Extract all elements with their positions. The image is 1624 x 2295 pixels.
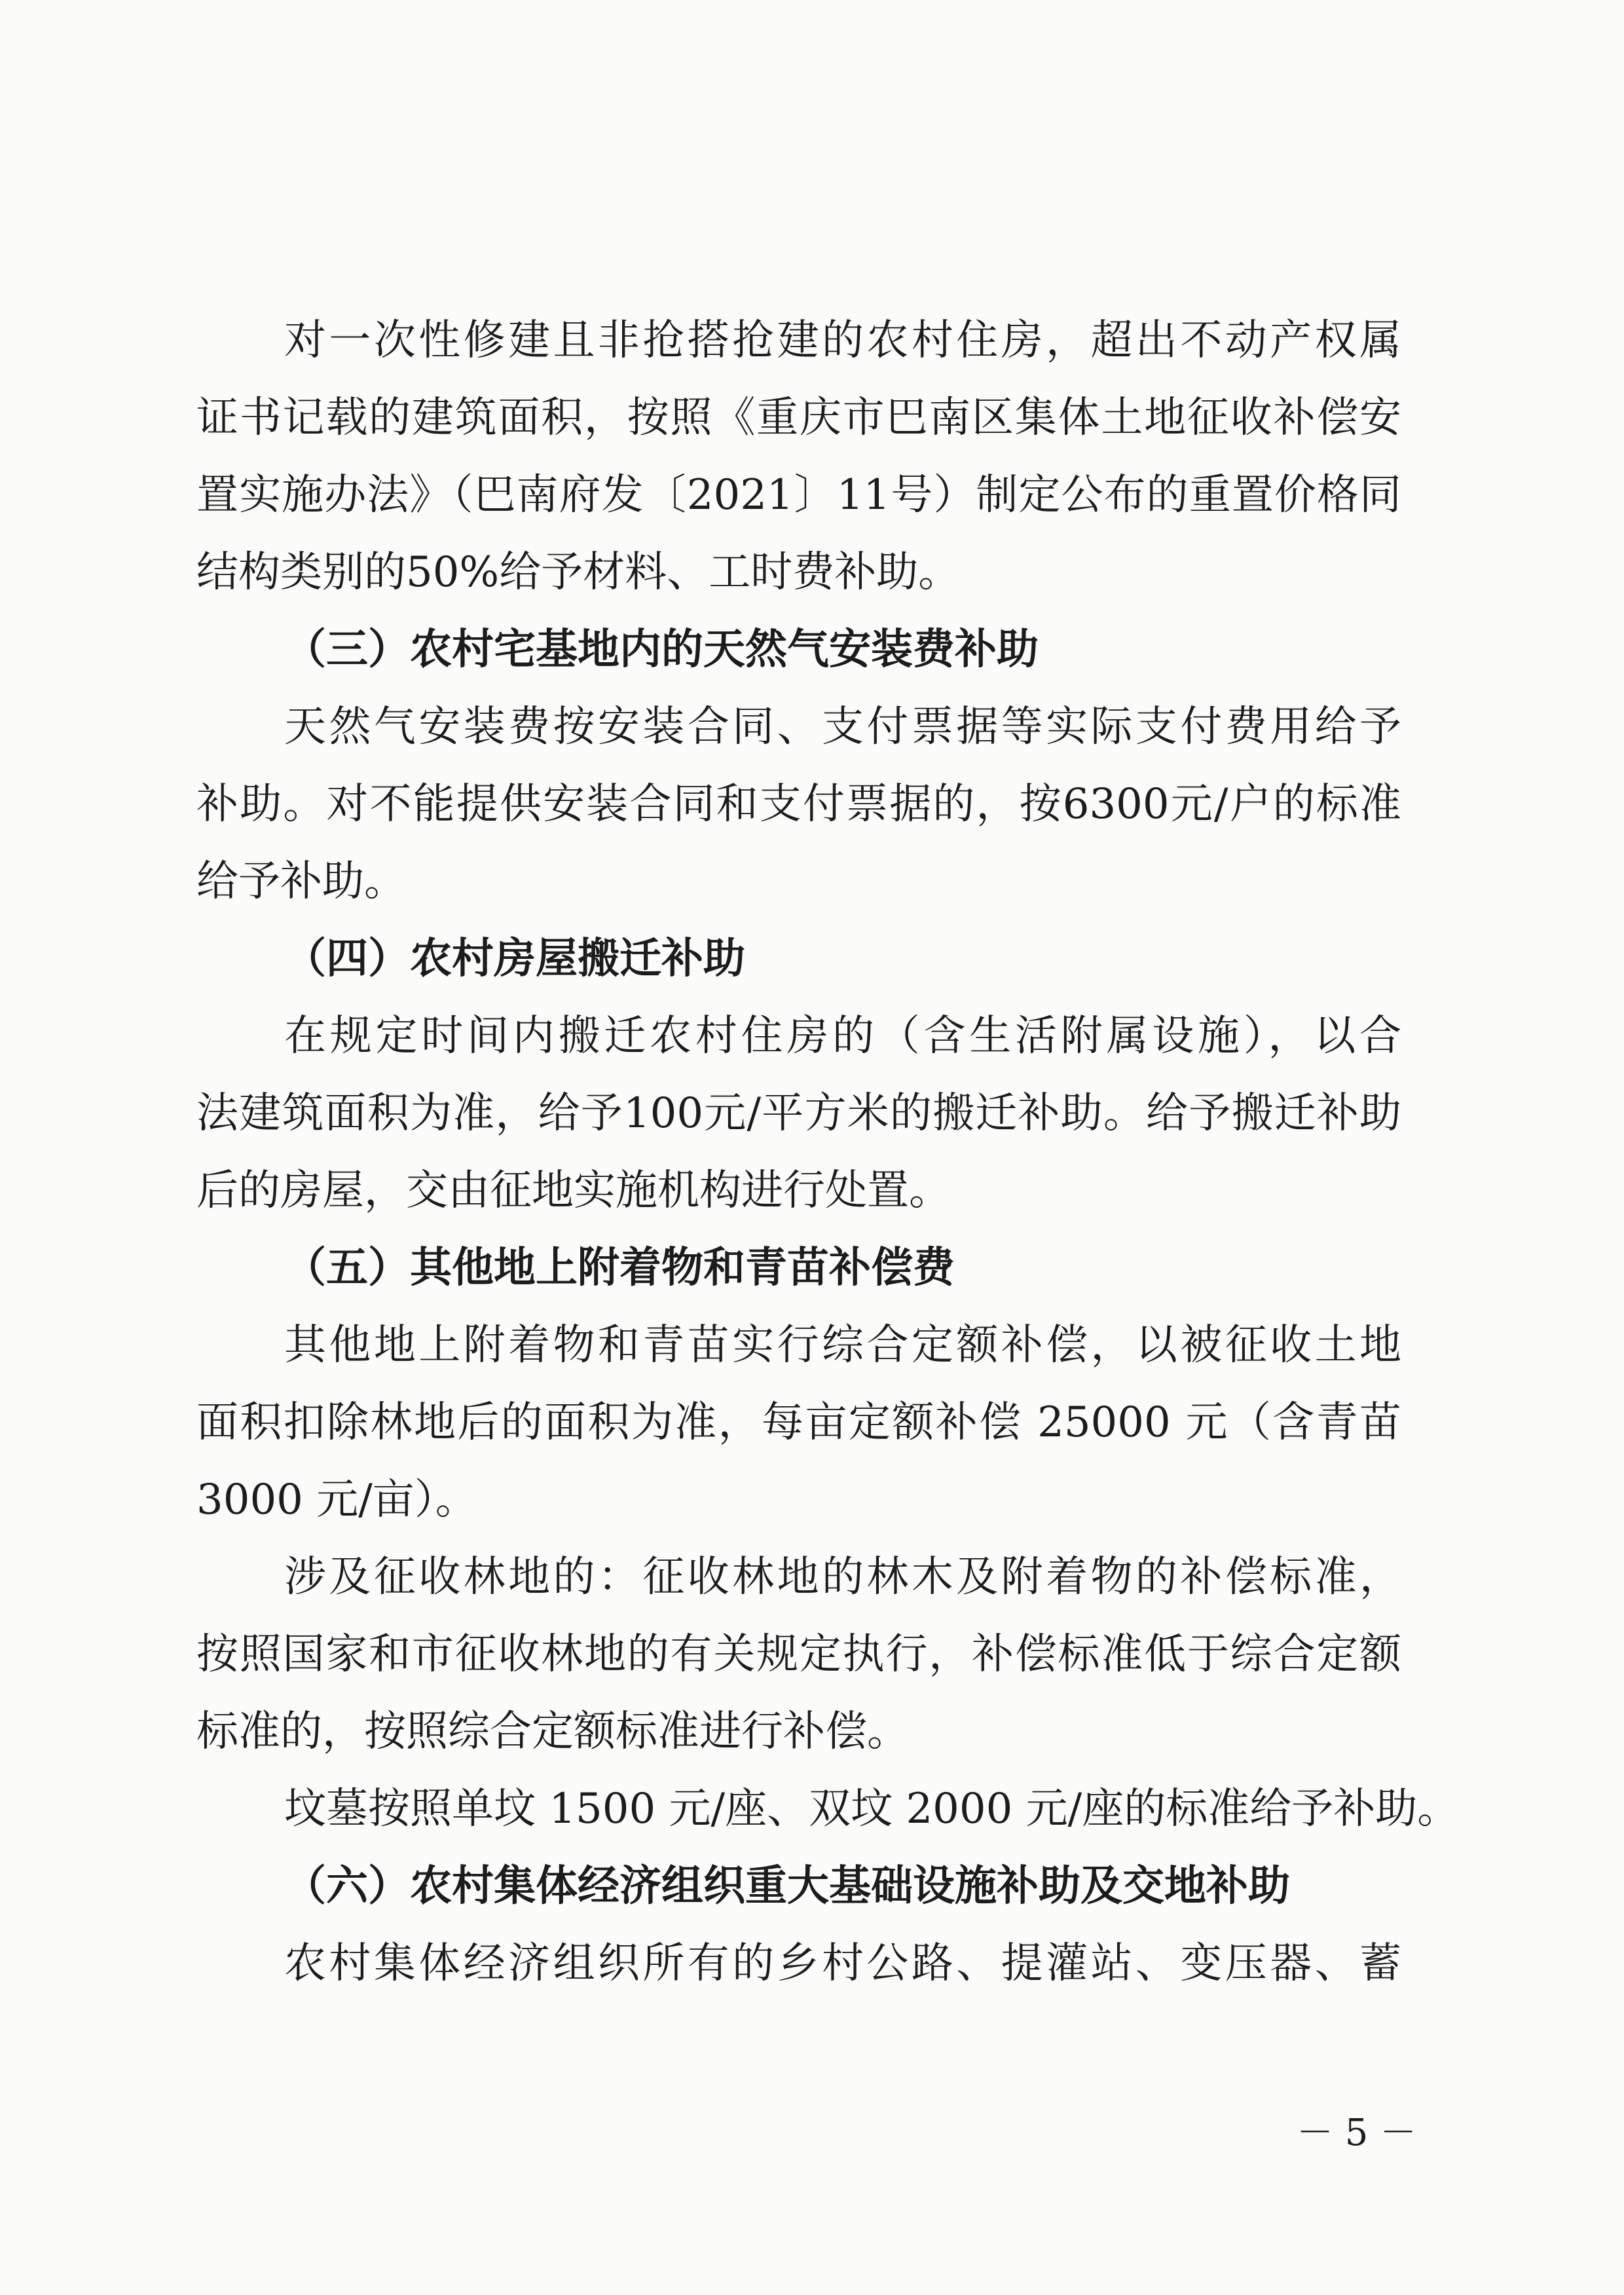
paragraph-line: 结构类别的50%给予材料、工时费补助。: [196, 548, 961, 597]
paragraph-line: 按照国家和市征收林地的有关规定执行，补偿标准低于综合定额: [196, 1630, 1401, 1679]
section-heading-4: （四）农村房屋搬迁补助: [284, 935, 745, 983]
paragraph-line: 置实施办法》（巴南府发〔2021〕11号）制定公布的重置价格同: [196, 471, 1401, 519]
paragraph-line: 法建筑面积为准，给予100元/平方米的搬迁补助。给予搬迁补助: [196, 1089, 1401, 1138]
section-heading-5: （五）其他地上附着物和青苗补偿费: [284, 1244, 955, 1292]
paragraph-line: 3000 元/亩）。: [196, 1476, 477, 1524]
paragraph-line: 农村集体经济组织所有的乡村公路、提灌站、变压器、蓄: [284, 1939, 1401, 1988]
paragraph-line: 面积扣除林地后的面积为准，每亩定额补偿 25000 元（含青苗: [196, 1398, 1401, 1447]
paragraph-line: 其他地上附着物和青苗实行综合定额补偿，以被征收土地: [284, 1321, 1401, 1370]
paragraph-line: 补助。对不能提供安装合同和支付票据的，按6300元/户的标准: [196, 780, 1401, 829]
paragraph-line: 标准的，按照综合定额标准进行补偿。: [196, 1707, 909, 1756]
page-number: － 5 －: [1297, 2112, 1417, 2154]
paragraph-line: 给予补助。: [196, 857, 406, 906]
section-heading-6: （六）农村集体经济组织重大基础设施补助及交地补助: [284, 1862, 1290, 1911]
paragraph-line: 对一次性修建且非抢搭抢建的农村住房，超出不动产权属: [284, 316, 1401, 365]
paragraph-line: 在规定时间内搬迁农村住房的（含生活附属设施），以合: [284, 1012, 1401, 1060]
paragraph-line: 坟墓按照单坟 1500 元/座、双坟 2000 元/座的标准给予补助。: [284, 1785, 1460, 1833]
section-heading-3: （三）农村宅基地内的天然气安装费补助: [284, 625, 1039, 674]
paragraph-line: 涉及征收林地的：征收林地的林木及附着物的补偿标准，: [284, 1553, 1401, 1601]
paragraph-line: 证书记载的建筑面积，按照《重庆市巴南区集体土地征收补偿安: [196, 394, 1401, 442]
paragraph-line: 天然气安装费按安装合同、支付票据等实际支付费用给予: [284, 703, 1401, 751]
paragraph-line: 后的房屋，交由征地实施机构进行处置。: [196, 1166, 951, 1215]
